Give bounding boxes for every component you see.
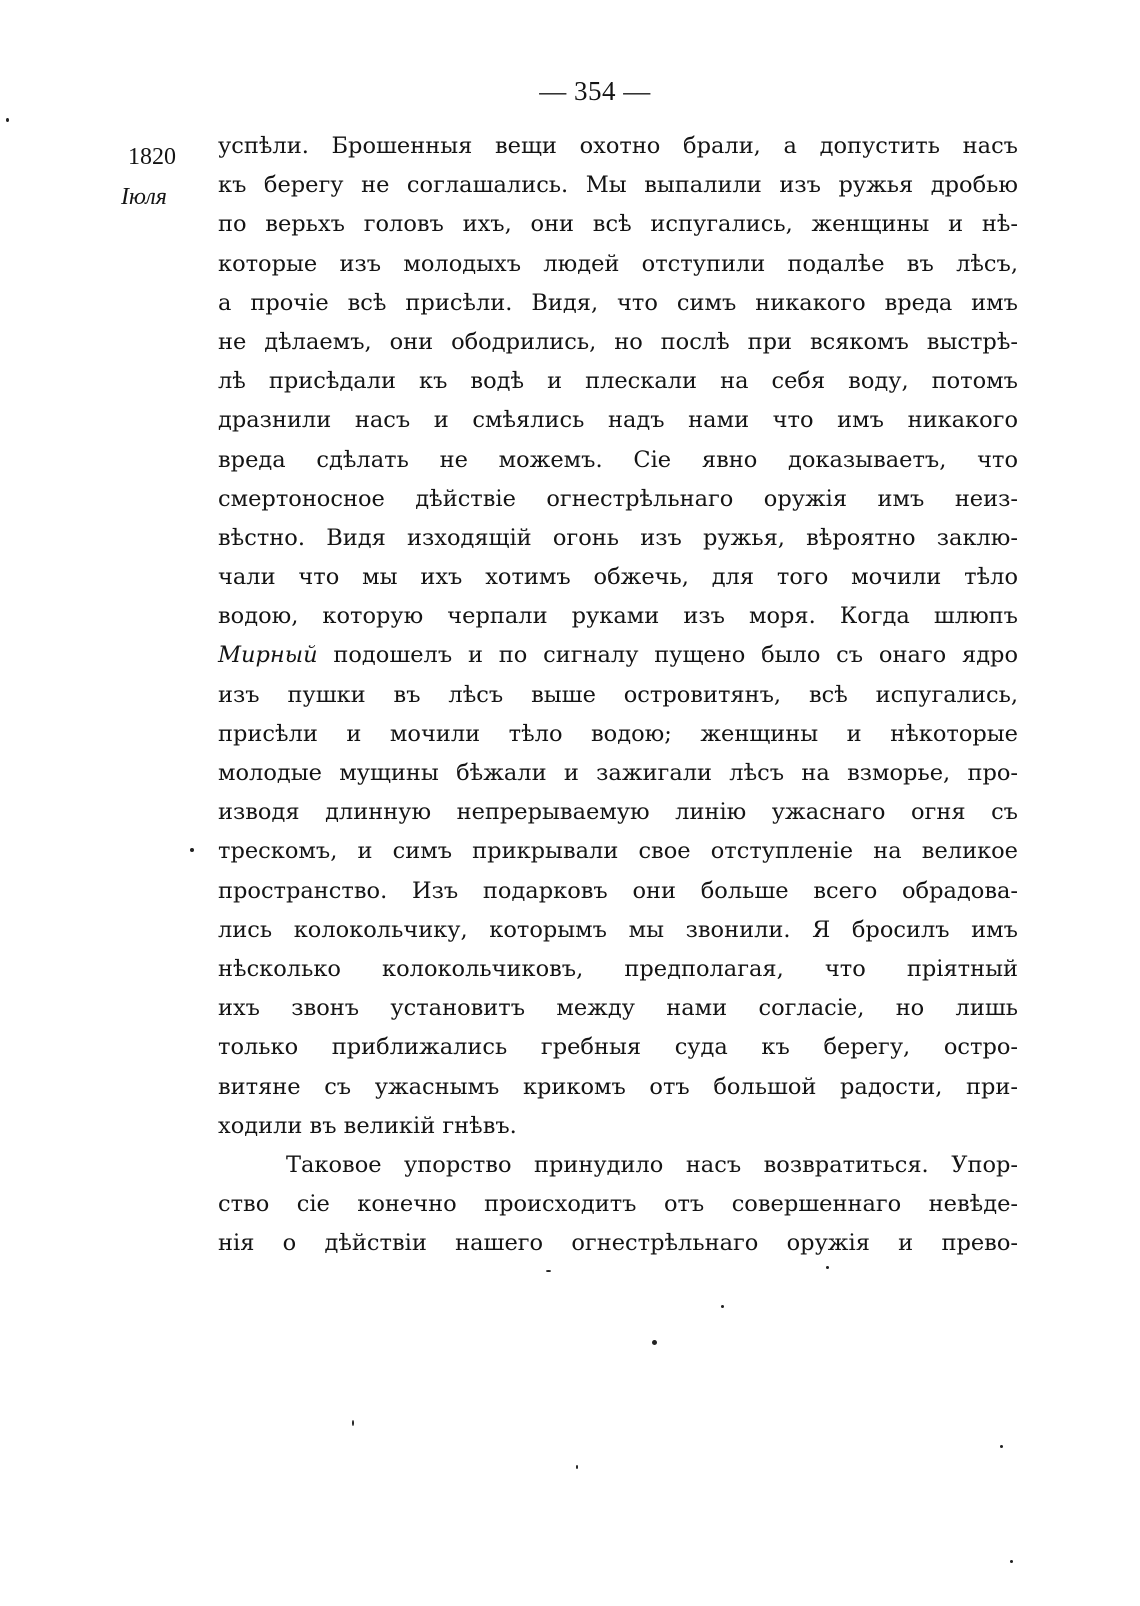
text-line: только приближались гребныя суда къ берегу, остро-: [218, 1034, 1018, 1061]
text-line: вѣстно. Видя изходящій огонь изъ ружья, вѣроятно заклю-: [218, 524, 1018, 551]
text-line: а прочіе всѣ присѣли. Видя, что симъ никакого вреда имъ: [218, 289, 1018, 316]
text-line: успѣли. Брошенныя вещи охотно брали, а допустить насъ: [218, 133, 1018, 159]
scan-speck: [352, 1420, 354, 1426]
text-line-paragraph-end: ходили въ великій гнѣвъ.: [218, 1112, 517, 1139]
text-line: чали что мы ихъ хотимъ обжечь, для того мочили тѣло: [218, 564, 1018, 591]
scan-speck: [1010, 1560, 1013, 1563]
text-line: изъ пушки въ лѣсъ выше островитянъ, всѣ испугались,: [218, 681, 1018, 708]
margin-note-month: Іюля: [121, 184, 167, 210]
text-line: смертоносное дѣйствіе огнестрѣльнаго оружія имъ неиз-: [218, 485, 1018, 512]
text-line: изводя длинную непрерываемую линію ужаснаго огня съ: [218, 799, 1018, 826]
page-number: — 354 —: [539, 76, 651, 106]
ship-name: Мирный: [218, 642, 318, 669]
text-line: не дѣлаемъ, они ободрились, но послѣ при всякомъ выстрѣ-: [218, 328, 1018, 355]
text-line: дразнили насъ и смѣялись надъ нами что имъ никакого: [218, 407, 1018, 434]
text-line: витяне съ ужаснымъ крикомъ отъ большой радости, при-: [218, 1073, 1018, 1100]
text-line: ихъ звонъ установитъ между нами согласіе, но лишь: [218, 995, 1018, 1022]
text-line: ство сіе конечно происходитъ отъ совершеннаго невѣде-: [218, 1191, 1018, 1218]
text-line-paragraph-start: Таковое упорство принудило насъ возвратиться. Упор-: [286, 1151, 1018, 1178]
scan-speck: [652, 1340, 657, 1345]
scan-speck: [576, 1465, 578, 1469]
scan-speck: [6, 118, 9, 122]
text-line: по верьхъ головъ ихъ, они всѣ испугались, женщины и нѣ-: [218, 211, 1018, 238]
text-line: пространство. Изъ подарковъ они больше всего обрадова-: [218, 877, 1018, 904]
text-line: присѣли и мочили тѣло водою; женщины и нѣкоторые: [218, 720, 1018, 747]
text-line: нѣсколько колокольчиковъ, предполагая, что пріятный: [218, 955, 1018, 982]
text-line: къ берегу не соглашались. Мы выпалили изъ ружья дробью: [218, 172, 1018, 199]
text-line: нія о дѣйствіи нашего огнестрѣльнаго оружія и прево-: [218, 1230, 1018, 1257]
text-line: трескомъ, и симъ прикрывали свое отступленіе на великое: [218, 838, 1018, 865]
body-text: [218, 127, 1018, 1263]
margin-note-year: 1820: [128, 144, 176, 170]
text-line-italic-start: [218, 636, 1018, 675]
scan-speck: [826, 1266, 829, 1269]
text-line: лѣ присѣдали къ водѣ и плескали на себя воду, потомъ: [218, 368, 1018, 395]
text-line: молодые мущины бѣжали и зажигали лѣсъ на взморье, про-: [218, 760, 1018, 786]
scan-speck: [721, 1305, 724, 1308]
text-line: которые изъ молодыхъ людей отступили подалѣе въ лѣсъ,: [218, 250, 1018, 277]
text-line: вреда сдѣлать не можемъ. Сіе явно доказываетъ, что: [218, 446, 1018, 473]
text-line-rest: подошелъ и по сигналу пущено было съ онаго ядро: [317, 642, 1018, 669]
text-line: лись колокольчику, которымъ мы звонили. Я бросилъ имъ: [218, 916, 1018, 943]
scan-speck: [190, 848, 194, 852]
scan-speck: [546, 1270, 551, 1272]
text-line: водою, которую черпали руками изъ моря. Когда шлюпъ: [218, 603, 1018, 630]
scan-speck: [1000, 1445, 1003, 1448]
